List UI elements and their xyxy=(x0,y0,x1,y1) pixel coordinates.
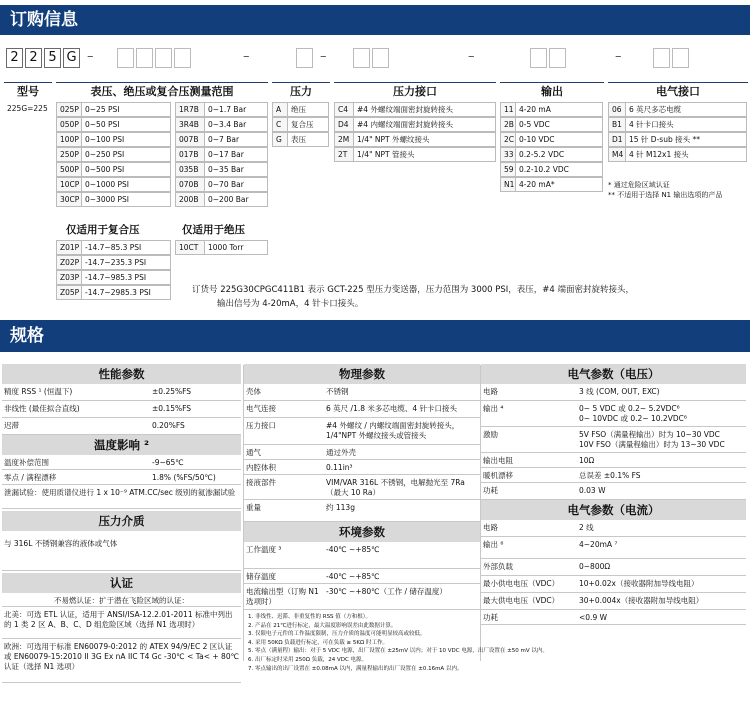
ev-row-value: 总误差 ±0.1% FS xyxy=(577,468,746,483)
ev-row-value: 10Ω xyxy=(577,453,746,468)
port-code: 2T xyxy=(334,147,354,162)
perf-row-label: 精度 RSS ¹ (恒温下) xyxy=(2,384,150,401)
pn-dash: – xyxy=(320,49,327,64)
port-value: 1/4" NPT 外螺纹接头 xyxy=(353,132,496,147)
env-row-value: -40℃ ~+85℃ xyxy=(324,569,480,584)
temp-row-label: 零点 / 满程漂移 xyxy=(2,470,150,485)
pn-blank xyxy=(174,48,191,68)
phys-row-value: 6 英尺 /1.8 米多芯电缆、4 针卡口接头 xyxy=(324,401,480,418)
ev-row-label: 功耗 xyxy=(481,483,577,500)
pressure-type-value: 复合压 xyxy=(287,117,329,132)
elec-note-1: * 通过危险区域认证 xyxy=(608,181,670,189)
pn-blank xyxy=(117,48,134,68)
range-right-code: 3R4B xyxy=(175,117,205,132)
range-right-code: 017B xyxy=(175,147,205,162)
pn-blank xyxy=(530,48,547,68)
range-right-value: 0~200 Bar xyxy=(204,192,268,207)
phys-row-label: 内腔体积 xyxy=(244,460,324,475)
port-code: C4 xyxy=(334,102,354,117)
temp-row-value: 1.8% (%FS/50℃) xyxy=(150,470,241,485)
absolute-value: 1000 Torr xyxy=(204,240,268,255)
temp-row-label: 温度补偿范围 xyxy=(2,455,150,470)
ei-row-label: 电路 xyxy=(481,520,577,537)
footnote: 4. 采用 50KΩ 负载进行标定，可在负载 ≥ 5KΩ 时工作。 xyxy=(248,639,388,646)
elec-code: 06 xyxy=(608,102,626,117)
compound-code: Z05P xyxy=(56,285,82,300)
ev-row-value: 5V FSO（满量程输出）时为 10~30 VDC 10V FSO（满量程输出）时为 13~30 VDC xyxy=(577,427,746,453)
pressure-type-code: G xyxy=(272,132,288,147)
port-value: 1/4" NPT 管接头 xyxy=(353,147,496,162)
pn-blank xyxy=(372,48,389,68)
perf-row-value: 0.20%FS xyxy=(150,418,241,435)
ei-row-value: <0.9 W xyxy=(577,610,746,625)
spec-section-title: 规格 xyxy=(0,320,750,352)
pn-blank xyxy=(155,48,172,68)
output-code: 2C xyxy=(500,132,516,147)
phys-row-value: VIM/VAR 316L 不锈钢，电解抛光至 7Ra（最大 10 Ra） xyxy=(324,475,480,500)
pressure-type-value: 绝压 xyxy=(287,102,329,117)
phys-row-label: 压力接口 xyxy=(244,418,324,445)
header-pressure: 压力 xyxy=(290,85,312,98)
cert-eu: 欧洲：可选用于标准 EN60079-0:2012 的 ATEX 94/9/EC 2 区认证或 EN60079-15:2010 II 3G Ex nA IIC T4 Gc -30℃ < Ta< + 80℃认证（选择 N1 选项） xyxy=(2,639,241,683)
env-row-label: 储存温度 xyxy=(244,569,324,584)
ev-heading: 电气参数（电压） xyxy=(481,364,746,384)
output-value: 4-20 mA* xyxy=(515,177,603,192)
ei-row-label: 输出 ⁶ xyxy=(481,537,577,559)
footnote: 2. 产品在 21℃进行标定，最大温度影响误差由此数据计算。 xyxy=(248,622,397,629)
compound-value: -14.7~2985.3 PSI xyxy=(81,285,171,300)
phys-row-label: 接液部件 xyxy=(244,475,324,500)
pn-dash: – xyxy=(615,49,622,64)
range-left-value: 0~100 PSI xyxy=(81,132,171,147)
pn-dash: – xyxy=(468,49,475,64)
phys-row-label: 通气 xyxy=(244,445,324,460)
elec-code: M4 xyxy=(608,147,626,162)
output-value: 4-20 mA xyxy=(515,102,603,117)
phys-row-label: 壳体 xyxy=(244,384,324,401)
range-left-value: 0~500 PSI xyxy=(81,162,171,177)
phys-row-value: 不锈钢 xyxy=(324,384,480,401)
absolute-title: 仅适用于绝压 xyxy=(182,224,245,236)
cert-heading: 认证 xyxy=(2,573,241,593)
phys-row-label: 电气连接 xyxy=(244,401,324,418)
range-left-code: 025P xyxy=(56,102,82,117)
footnote: 5. 零点（满量程）输出：对于 5 VDC 电源，出厂设置在 ±25mV 以内；对于 10 VDC 电源，出厂设置在 ±50 mV 以内。 xyxy=(248,648,548,655)
env-row-label: 工作温度 ³ xyxy=(244,542,324,569)
range-right-code: 007B xyxy=(175,132,205,147)
output-code: 59 xyxy=(500,162,516,177)
compound-code: Z01P xyxy=(56,240,82,255)
range-right-code: 200B xyxy=(175,192,205,207)
pn-digit-1: 2 xyxy=(6,48,23,68)
phys-row-label: 重量 xyxy=(244,500,324,522)
range-right-code: 1R7B xyxy=(175,102,205,117)
ei-row-label: 外部负载 xyxy=(481,559,577,576)
compound-value: -14.7~235.3 PSI xyxy=(81,255,171,270)
port-value: #4 内螺纹端面密封旋转接头 xyxy=(353,117,496,132)
ei-row-value: 0~800Ω xyxy=(577,559,746,576)
order-example-line-1: 订货号 225G30CPGC411B1 表示 GCT-225 型压力变送器，压力范围为 3000 PSI，表压，#4 端面密封旋转接头， xyxy=(192,285,635,295)
elec-value: 4 针卡口接头 xyxy=(625,117,747,132)
elec-value: 4 针 M12x1 接头 xyxy=(625,147,747,162)
output-code: 11 xyxy=(500,102,516,117)
media-text: 与 316L 不锈钢兼容的液体或气体 xyxy=(2,531,241,571)
absolute-code: 10CT xyxy=(175,240,205,255)
perf-heading: 性能参数 xyxy=(2,364,241,384)
elec-note-2: ** 不适用于选择 N1 输出选项的产品 xyxy=(608,191,723,199)
phys-heading: 物理参数 xyxy=(244,364,480,384)
output-value: 0.2-5.2 VDC xyxy=(515,147,603,162)
range-left-value: 0~250 PSI xyxy=(81,147,171,162)
output-value: 0.2-10.2 VDC xyxy=(515,162,603,177)
ei-row-value: 2 线 xyxy=(577,520,746,537)
range-left-code: 10CP xyxy=(56,177,82,192)
elec-code: B1 xyxy=(608,117,626,132)
header-elec: 电气接口 xyxy=(656,85,700,98)
ev-row-label: 暖机漂移 xyxy=(481,468,577,483)
header-model: 型号 xyxy=(17,85,39,98)
pn-digit-4: G xyxy=(63,48,80,68)
ei-row-value: 10+0.02x（接收器附加导线电阻） xyxy=(577,576,746,593)
range-right-value: 0~3.4 Bar xyxy=(204,117,268,132)
header-output: 输出 xyxy=(541,85,563,98)
output-code: 33 xyxy=(500,147,516,162)
range-right-code: 035B xyxy=(175,162,205,177)
leak-test: 泄漏试验：使用质谱仪进行 1 x 10⁻⁹ ATM.CC/sec 级别的氦渗漏试验 xyxy=(2,485,241,509)
range-left-code: 500P xyxy=(56,162,82,177)
header-range: 表压、绝压或复合压测量范围 xyxy=(90,85,234,98)
footnote: 1. 非线性、迟滞、非重复性的 RSS 值（方和根）。 xyxy=(248,614,372,620)
range-left-value: 0~25 PSI xyxy=(81,102,171,117)
range-right-value: 0~70 Bar xyxy=(204,177,268,192)
range-left-value: 0~50 PSI xyxy=(81,117,171,132)
env-row-label: 电流输出型（订购 N1 选项时） xyxy=(244,584,324,610)
range-left-code: 100P xyxy=(56,132,82,147)
footnote: 7. 零点输出的出厂设置在 ±0.08mA 以内，满量程输出的出厂设置在 ±0.16mA 以内。 xyxy=(248,665,463,672)
pressure-type-code: A xyxy=(272,102,288,117)
pn-blank xyxy=(549,48,566,68)
range-right-value: 0~35 Bar xyxy=(204,162,268,177)
range-left-value: 0~3000 PSI xyxy=(81,192,171,207)
order-example-line-2: 输出信号为 4-20mA，4 针卡口接头。 xyxy=(217,299,364,309)
perf-row-value: ±0.25%FS xyxy=(150,384,241,401)
perf-row-label: 迟滞 xyxy=(2,418,150,435)
ei-heading: 电气参数（电流） xyxy=(481,500,746,520)
output-code: N1 xyxy=(500,177,516,192)
ev-row-value: 0~ 5 VDC 或 0.2~ 5.2VDC⁶ 0~ 10VDC 或 0.2~ 10.2VDC⁶ xyxy=(577,401,746,427)
phys-row-value: 0.11in³ xyxy=(324,460,480,475)
phys-row-value: 通过外壳 xyxy=(324,445,480,460)
pn-dash: – xyxy=(87,49,94,64)
cert-na: 北美：可选 ETL 认证，适用于 ANSI/ISA-12.2.01-2011 标准中列出的 1 类 2 区 A、B、C、D 组危险区域（选择 N1 选项时） xyxy=(2,607,241,639)
output-value: 0-5 VDC xyxy=(515,117,603,132)
order-section-title: 订购信息 xyxy=(0,5,750,35)
pn-digit-3: 5 xyxy=(44,48,61,68)
range-right-value: 0~1.7 Bar xyxy=(204,102,268,117)
pn-dash: – xyxy=(243,49,250,64)
port-value: #4 外螺纹端面密封旋转接头 xyxy=(353,102,496,117)
ev-row-label: 电路 xyxy=(481,384,577,401)
ei-row-label: 最大供电电压（VDC） xyxy=(481,593,577,610)
ev-row-label: 输出电阻 xyxy=(481,453,577,468)
output-value: 0-10 VDC xyxy=(515,132,603,147)
pressure-type-value: 表压 xyxy=(287,132,329,147)
ei-row-label: 最小供电电压（VDC） xyxy=(481,576,577,593)
range-left-code: 30CP xyxy=(56,192,82,207)
phys-row-value: #4 外螺纹 / 内螺纹端面密封旋转接头，1/4"NPT 外螺纹接头或管接头 xyxy=(324,418,480,445)
pressure-type-code: C xyxy=(272,117,288,132)
perf-row-value: ±0.15%FS xyxy=(150,401,241,418)
compound-title: 仅适用于复合压 xyxy=(66,224,140,236)
compound-code: Z02P xyxy=(56,255,82,270)
env-row-value: -40℃ ~+85℃ xyxy=(324,542,480,569)
elec-value: 15 针 D-sub 接头 ** xyxy=(625,132,747,147)
port-code: 2M xyxy=(334,132,354,147)
footnote: 6. 出厂标定时采用 250Ω 负载，24 VDC 电源。 xyxy=(248,657,368,663)
compound-value: -14.7~85.3 PSI xyxy=(81,240,171,255)
temp-row-value: -9~65℃ xyxy=(150,455,241,470)
output-code: 2B xyxy=(500,117,516,132)
media-heading: 压力介质 xyxy=(2,511,241,531)
range-right-code: 070B xyxy=(175,177,205,192)
pn-blank xyxy=(653,48,670,68)
perf-row-label: 非线性 (最佳拟合直线) xyxy=(2,401,150,418)
compound-code: Z03P xyxy=(56,270,82,285)
cert-intro: 不易燃认证：扩于潜在飞险区域的认证： xyxy=(2,593,241,607)
range-left-code: 250P xyxy=(56,147,82,162)
phys-row-value: 约 113g xyxy=(324,500,480,522)
ev-row-label: 输出 ⁴ xyxy=(481,401,577,427)
model-value: 225G=225 xyxy=(7,104,48,113)
range-left-code: 050P xyxy=(56,117,82,132)
pn-blank xyxy=(296,48,313,68)
ev-row-label: 激励 xyxy=(481,427,577,453)
footnote: 3. 仅限电子元件的工作温度限制，压力介质的温度可能明显较高或较低。 xyxy=(248,631,426,638)
range-left-value: 0~1000 PSI xyxy=(81,177,171,192)
elec-code: D1 xyxy=(608,132,626,147)
env-heading: 环境参数 xyxy=(244,522,480,542)
env-row-value: -30℃ ~+80℃（工作 / 储存温度） xyxy=(324,584,480,610)
pn-blank xyxy=(672,48,689,68)
header-port: 压力接口 xyxy=(393,85,437,98)
range-right-value: 0~17 Bar xyxy=(204,147,268,162)
ei-row-label: 功耗 xyxy=(481,610,577,625)
ei-row-value: 30+0.004x（接收器附加导线电阻） xyxy=(577,593,746,610)
compound-value: -14.7~985.3 PSI xyxy=(81,270,171,285)
port-code: D4 xyxy=(334,117,354,132)
ev-row-value: 0.03 W xyxy=(577,483,746,500)
elec-value: 6 英尺多芯电缆 xyxy=(625,102,747,117)
pn-digit-2: 2 xyxy=(25,48,42,68)
pn-blank xyxy=(136,48,153,68)
temp-heading: 温度影响 ² xyxy=(2,435,241,455)
ev-row-value: 3 线 (COM, OUT, EXC) xyxy=(577,384,746,401)
ei-row-value: 4~20mA ⁷ xyxy=(577,537,746,559)
range-right-value: 0~7 Bar xyxy=(204,132,268,147)
pn-blank xyxy=(353,48,370,68)
